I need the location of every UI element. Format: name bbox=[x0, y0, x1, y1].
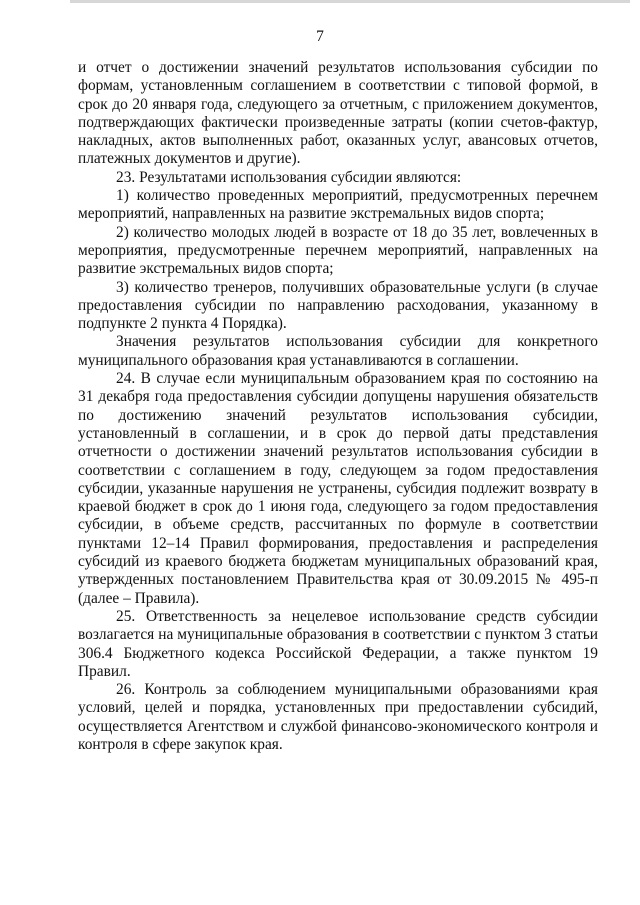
paragraph-continuation: и отчет о достижении значений результатов использования субсидии по формам, установленным соглашением в соответствии с типовой формой, в срок до 20 января года, следующего за отчетным, с приложением документов, подтверждающих фактически произведенные затраты (копии счетов-фактур, накладных, актов выполненных работ, оказанных услуг, авансовых отчетов, платежных документов и другие). bbox=[78, 59, 598, 168]
paragraph-26: 26. Контроль за соблюдением муниципальными образованиями края условий, целей и порядка, установленных при предоставлении субсидий, осуществляется Агентством и службой финансово-экономического контроля и контроля в сфере закупок края. bbox=[78, 681, 598, 753]
list-item-2: 2) количество молодых людей в возрасте от 18 до 35 лет, вовлеченных в мероприятия, предусмотренные перечнем мероприятий, направленных на развитие экстремальных видов спорта; bbox=[78, 223, 598, 278]
list-item-1: 1) количество проведенных мероприятий, предусмотренных перечнем мероприятий, направленных на развитие экстремальных видов спорта; bbox=[78, 187, 598, 223]
list-item-3: 3) количество тренеров, получивших образовательные услуги (в случае предоставления субсидии по направлению расходования, указанному в подпункте 2 пункта 4 Порядка). bbox=[78, 278, 598, 333]
document-body bbox=[78, 59, 598, 754]
paragraph-25: 25. Ответственность за нецелевое использование средств субсидии возлагается на муниципальные образования в соответствии с пунктом 3 статьи 306.4 Бюджетного кодекса Российской Федерации, а также пунктом 19 Правил. bbox=[78, 607, 598, 680]
scan-top-edge bbox=[70, 0, 630, 3]
paragraph-24: 24. В случае если муниципальным образованием края по состоянию на 31 декабря года предоставления субсидии допущены нарушения обязательств по достижению значений результатов использования субсидии, установленный в соглашении, и в срок до первой даты представления отчетности о достижении значений результатов использования субсидии в соответствии с соглашением в году, следующем за годом предоставления субсидии, указанные нарушения не устранены, субсидия подлежит возврату в краевой бюджет в срок до 1 июня года, следующего за годом предоставления субсидии, в объеме средств, рассчитанных по формуле в соответствии пунктами 12–14 Правил формирования, предоставления и распределения субсидий из краевого бюджета бюджетам муниципальных образований края, утвержденных постановлением Правительства края от 30.09.2015 № 495-п (далее – Правила). bbox=[78, 370, 598, 607]
paragraph-result-values: Значения результатов использования субсидии для конкретного муниципального образования края устанавливаются в соглашении. bbox=[78, 333, 598, 369]
page-number: 7 bbox=[316, 28, 324, 45]
paragraph-23-heading: 23. Результатами использования субсидии являются: bbox=[116, 168, 462, 186]
